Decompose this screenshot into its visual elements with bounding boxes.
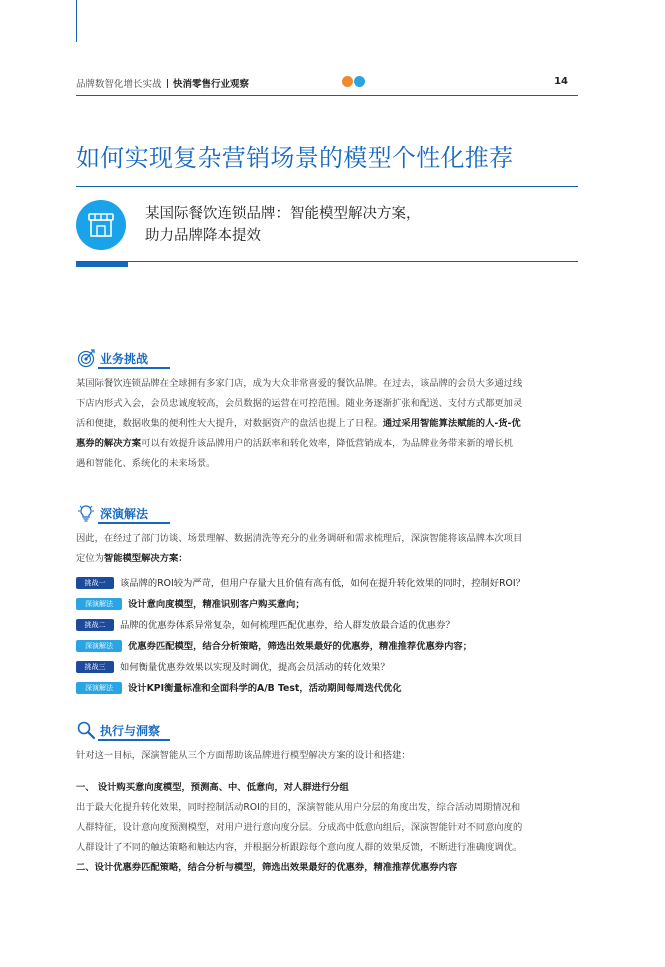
- target-icon: [76, 348, 96, 368]
- challenge-row: [76, 617, 455, 631]
- section-underline: [98, 739, 170, 741]
- case-title-line-2: 助力品牌降本提效: [145, 228, 261, 244]
- paragraph-line: 因此，在经过了部门访谈、场景理解、数据清洗等充分的业务调研和需求梳理后，深演智能将该品牌本次项目: [76, 533, 523, 544]
- title-rule: [76, 186, 578, 187]
- case-rule: [76, 261, 578, 262]
- solution-intro: [76, 529, 581, 569]
- case-title: [145, 203, 421, 247]
- row-text: 品牌的优惠券体系异常复杂，如何梳理匹配优惠券，给人群发放最合适的优惠券？: [120, 620, 455, 631]
- challenge-tag: 挑战三: [76, 661, 114, 673]
- report-name: 品牌数智化增长实战: [76, 79, 162, 90]
- challenge-paragraph: [76, 374, 581, 474]
- challenge-tag: 挑战二: [76, 619, 114, 631]
- publisher-logo: [342, 76, 366, 87]
- paragraph-line: 人群设计了不同的触达策略和触达内容，并根据分析跟踪每个意向度人群的效果反馈，不断进行准确度调优。: [76, 842, 523, 853]
- store-icon: [76, 200, 126, 250]
- paragraph-line: 遇和智能化、系统化的未来场景。: [76, 458, 216, 469]
- row-text: 该品牌的ROI较为严苛，但用户存量大且价值有高有低，如何在提升转化效果的同时，控制好ROI？: [120, 578, 525, 589]
- section-name: 快消零售行业观察: [173, 79, 250, 90]
- header-separator: [167, 79, 169, 88]
- row-text: 优惠券匹配模型，结合分析策略，筛选出效果最好的优惠券，精准推荐优惠券内容；: [128, 641, 472, 652]
- challenge-tag: 挑战一: [76, 577, 114, 589]
- running-header: [76, 76, 578, 90]
- header-rule: [76, 95, 578, 96]
- logo-blue-dot: [354, 76, 365, 87]
- row-text: 如何衡量优惠券效果以实现及时调优，提高会员活动的转化效果？: [120, 662, 390, 673]
- page-title: 如何实现复杂营销场景的模型个性化推荐: [76, 144, 514, 172]
- case-title-line-1: 某国际餐饮连锁品牌：智能模型解决方案，: [145, 206, 421, 222]
- solution-row: [76, 680, 402, 694]
- lightbulb-icon: [76, 503, 96, 523]
- section-title: 执行与洞察: [100, 724, 161, 738]
- decorative-vertical-line: [76, 0, 77, 42]
- page-number: 14: [554, 76, 568, 87]
- paragraph-line: 惠券的解决方案可以有效提升该品牌用户的活跃率和转化效率，降低营销成本，为品牌业务带来新的增长机: [76, 438, 513, 449]
- solution-row: [76, 638, 472, 652]
- item-title: 一、 设计购买意向度模型，预测高、中、低意向，对人群进行分组: [76, 782, 349, 793]
- row-text: 设计KPI衡量标准和全面科学的A/B Test，活动期间每周迭代优化: [128, 683, 402, 694]
- item-title: 二、设计优惠券匹配策略，结合分析与模型，筛选出效果最好的优惠券，精准推荐优惠券内容: [76, 862, 458, 873]
- execution-intro: [76, 746, 581, 766]
- accent-bar: [76, 262, 128, 267]
- challenge-row: [76, 659, 390, 673]
- execution-item-1: [76, 778, 581, 878]
- section-underline: [98, 522, 170, 524]
- section-title: 深演解法: [100, 507, 149, 521]
- magnifier-icon: [76, 720, 96, 740]
- paragraph-line: 出于最大化提升转化效果，同时控制活动ROI的目的，深演智能从用户分层的角度出发，综合活动周期情况和: [76, 802, 521, 813]
- solution-row: [76, 596, 305, 610]
- paragraph-line: 定位为智能模型解决方案：: [76, 553, 188, 564]
- paragraph-line: 活和便捷，数据收集的便利性大大提升，对数据资产的盘活也提上了日程。通过采用智能算法赋能的人-货-优: [76, 418, 521, 429]
- logo-orange-dot: [342, 76, 353, 87]
- solution-tag: 深演解法: [76, 640, 122, 652]
- solution-tag: 深演解法: [76, 682, 122, 694]
- row-text: 设计意向度模型，精准识别客户购买意向；: [128, 599, 305, 610]
- paragraph-line: 某国际餐饮连锁品牌在全球拥有多家门店，成为大众非常喜爱的餐饮品牌。在过去，该品牌的会员大多通过线: [76, 378, 523, 389]
- paragraph-line: 人群特征，设计意向度预测模型，对用户进行意向度分层。分成高中低意向组后，深演智能针对不同意向度的: [76, 822, 523, 833]
- section-title: 业务挑战: [100, 352, 149, 366]
- solution-tag: 深演解法: [76, 598, 122, 610]
- section-underline: [98, 367, 170, 369]
- paragraph-line: 针对这一目标，深演智能从三个方面帮助该品牌进行模型解决方案的设计和搭建：: [76, 750, 411, 761]
- paragraph-line: 下店内形式入会，会员忠诚度较高，会员数据的运营在可控范围。随业务逐渐扩张和配送、支付方式都更加灵: [76, 398, 523, 409]
- challenge-row: [76, 575, 525, 589]
